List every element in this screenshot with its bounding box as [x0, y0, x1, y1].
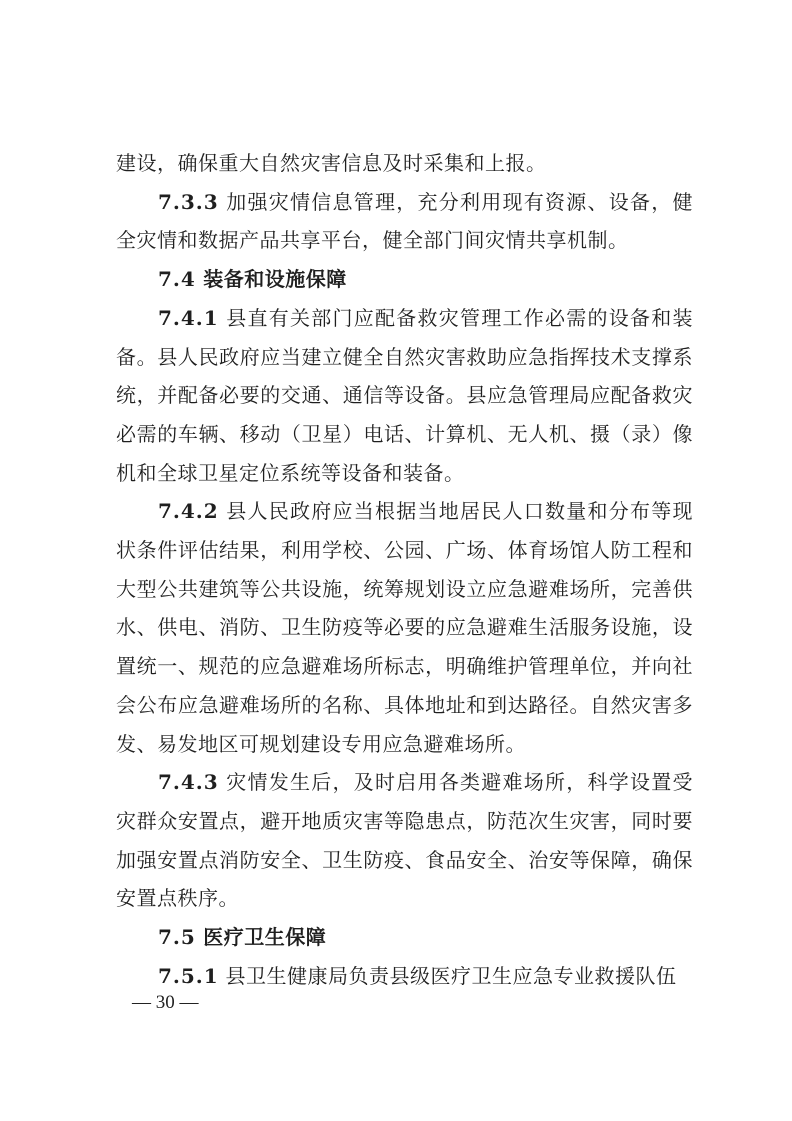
heading-text: 医疗卫生保障: [203, 925, 327, 950]
paragraph-text: 县人民政府应当根据当地居民人口数量和分布等现状条件评估结果，利用学校、公园、广场、体育场馆人防工程和大型公共建筑等公共设施，统筹规划设立应急避难场所，完善供水、供电、消防、卫生防疫等必要的应急避难生活服务设施，设置统一、规范的应急避难场所标志，明确维护管理单位，并向社会公布应急避难场所的名称、具体地址和到达路径。自然灾害多发、易发地区可规划建设专用应急避难场所。: [116, 499, 694, 756]
paragraph-7-4-1: [116, 299, 693, 493]
heading-text: 装备和设施保障: [203, 267, 347, 292]
paragraph-text: 加强灾情信息管理，充分利用现有资源、设备，健全灾情和数据产品共享平台，健全部门间灾情共享机制。: [116, 189, 694, 253]
paragraph-7-4-3: [116, 763, 693, 918]
section-number: 7.4.1: [158, 305, 219, 330]
section-number: 7.4.2: [158, 499, 219, 524]
paragraph-7-5-1: [116, 957, 693, 996]
paragraph-text: 灾情发生后，及时启用各类避难场所，科学设置受灾群众安置点，避开地质灾害等隐患点，防范次生灾害，同时要加强安置点消防安全、卫生防疫、食品安全、治安等保障，确保安置点秩序。: [116, 770, 694, 911]
paragraph-text: 县直有关部门应配备救灾管理工作必需的设备和装备。县人民政府应当建立健全自然灾害救助应急指挥技术支撑系统，并配备必要的交通、通信等设备。县应急管理局应配备救灾必需的车辆、移动（卫星）电话、计算机、无人机、摄（录）像机和全球卫星定位系统等设备和装备。: [116, 305, 694, 485]
section-number: 7.5.1: [158, 963, 219, 988]
page-number: — 30 —: [132, 992, 199, 1013]
section-number: 7.5: [158, 925, 196, 950]
section-number: 7.4.3: [158, 770, 219, 795]
paragraph-7-3-3: [116, 183, 693, 260]
paragraph-text: 建设，确保重大自然灾害信息及时采集和上报。: [116, 151, 547, 175]
heading-7-5: [116, 918, 693, 957]
paragraph-7-4-2: [116, 492, 693, 763]
body-text: [116, 144, 693, 995]
section-number: 7.3.3: [158, 189, 219, 214]
paragraph-continuation: [116, 144, 693, 183]
heading-7-4: [116, 260, 693, 299]
paragraph-text: 县卫生健康局负责县级医疗卫生应急专业救援队伍: [225, 963, 677, 988]
section-number: 7.4: [158, 267, 196, 292]
